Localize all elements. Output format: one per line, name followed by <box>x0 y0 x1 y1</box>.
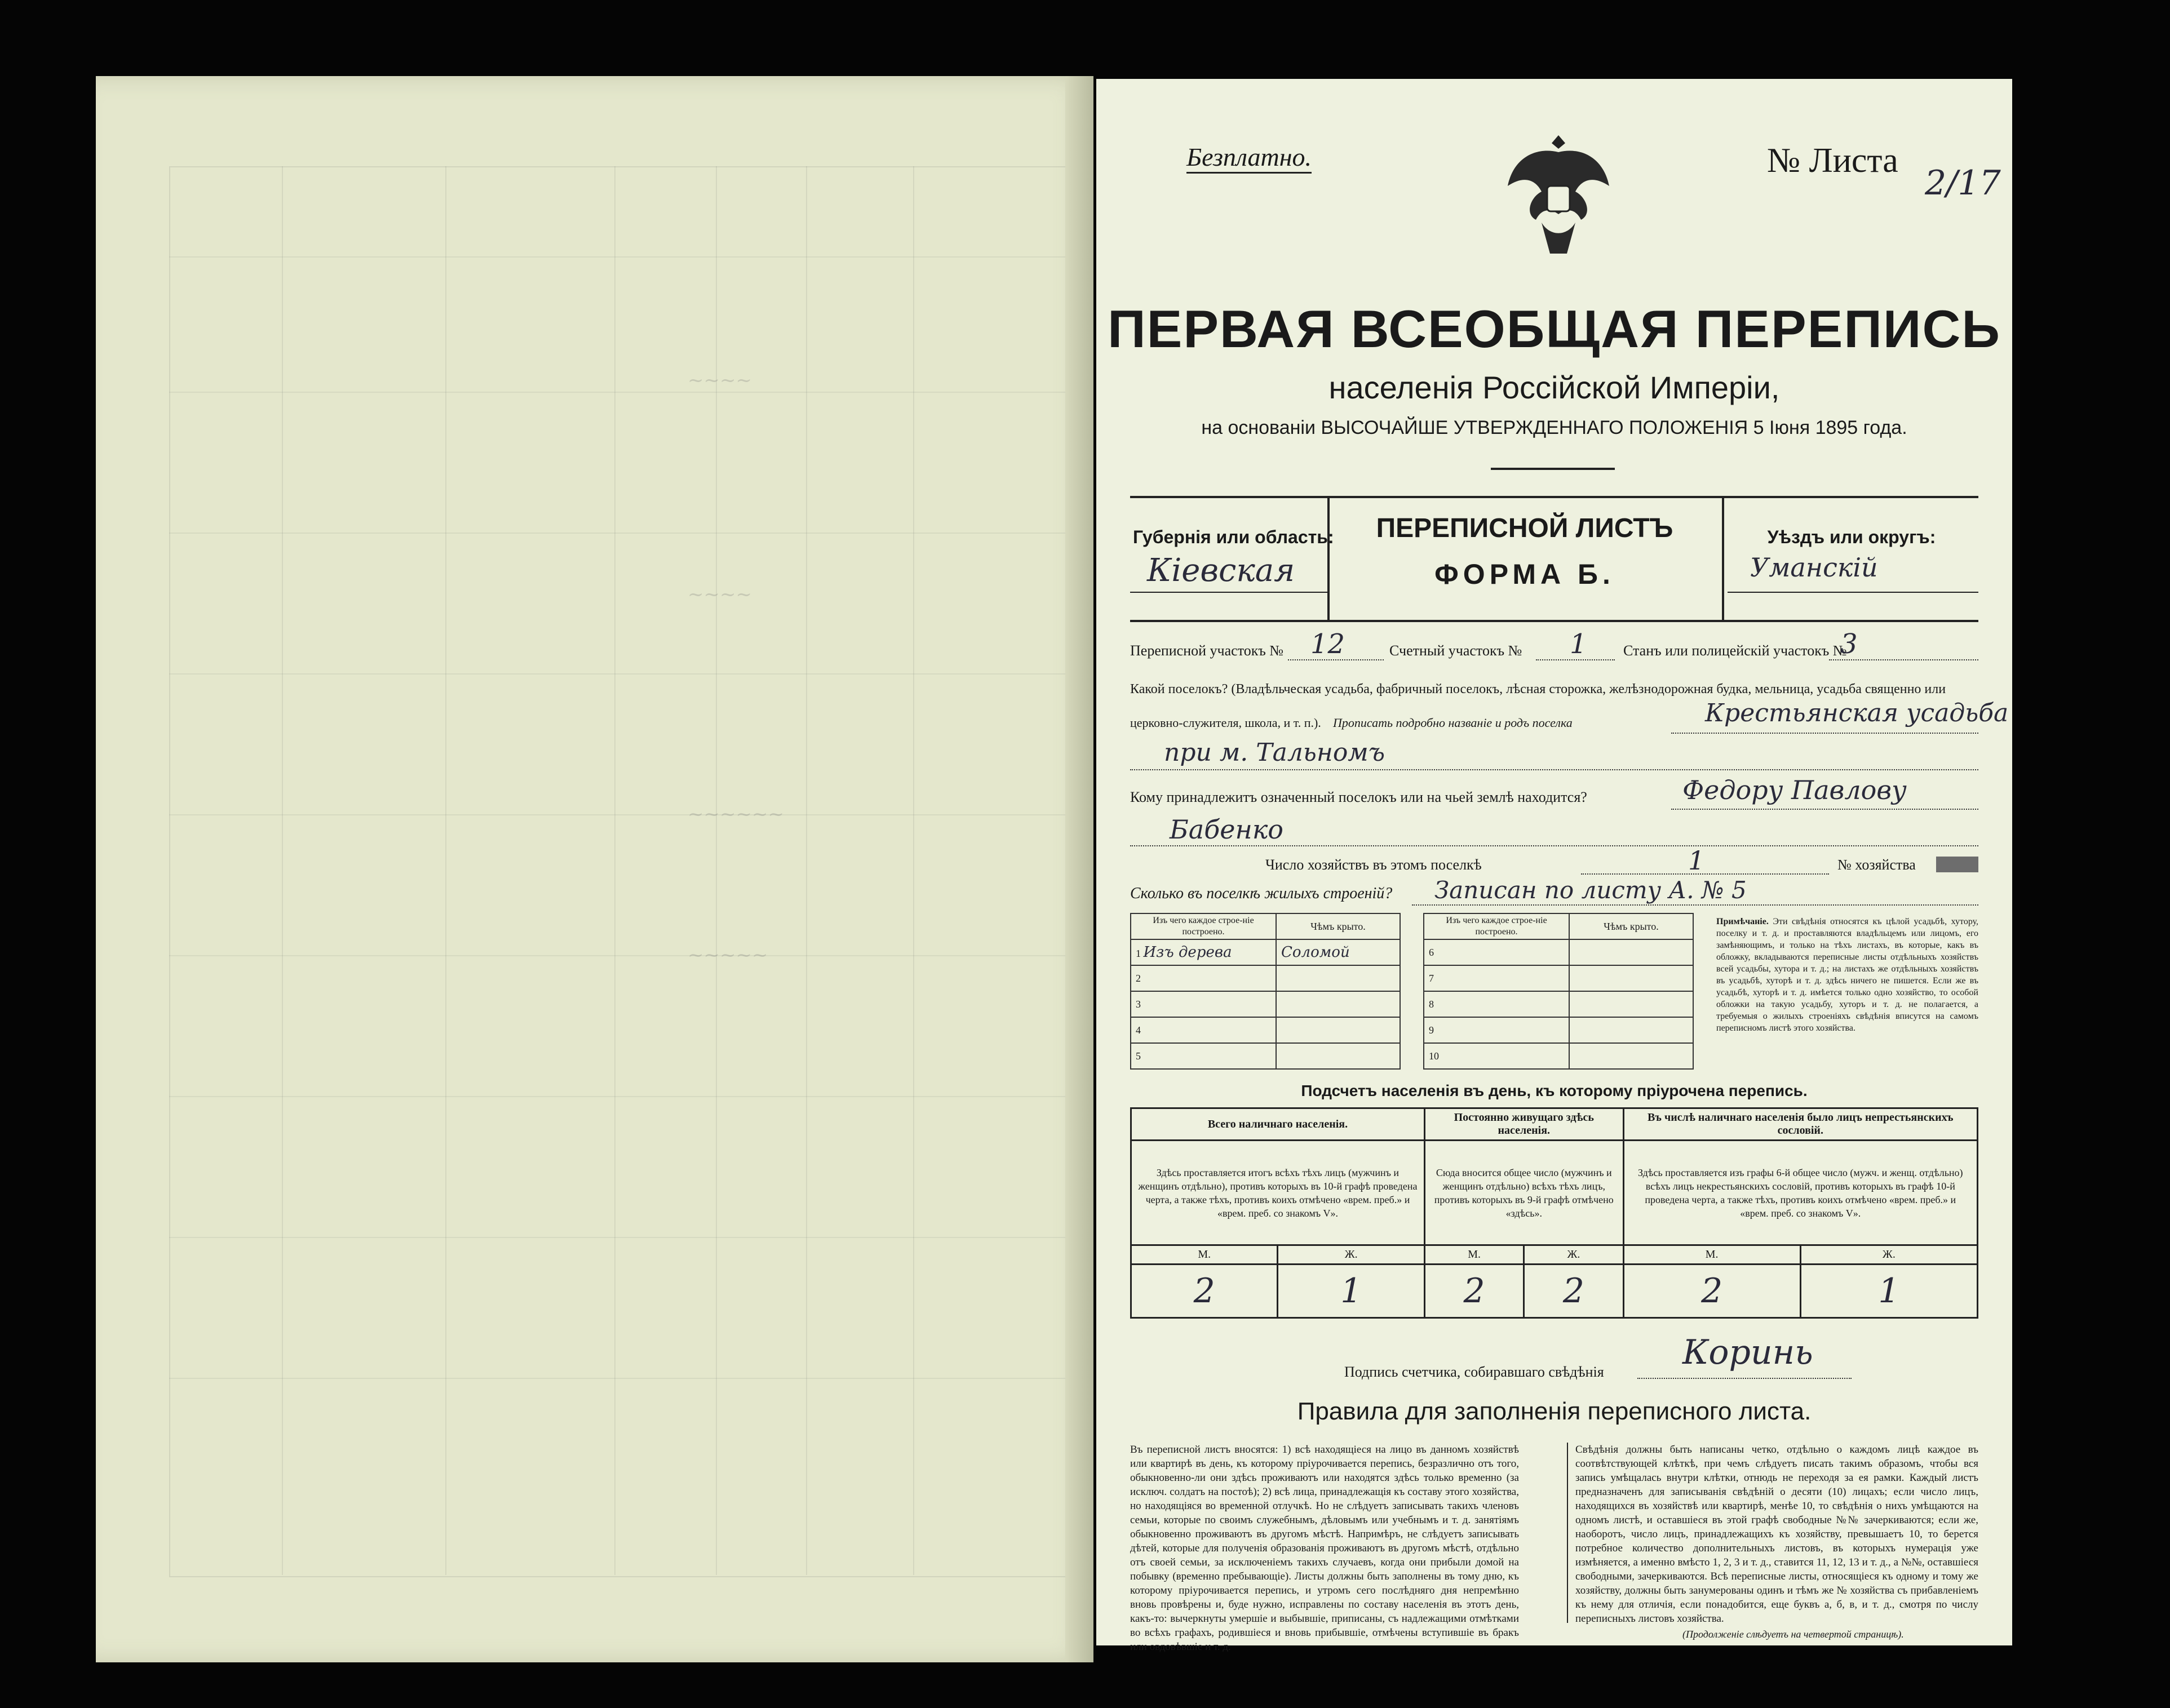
table-row <box>1131 965 1400 991</box>
faded-grid-line <box>913 166 914 1575</box>
district-underline <box>1728 592 1978 593</box>
faded-handwriting: ~~~~~ <box>688 944 768 966</box>
station-value: 3 <box>1840 628 1858 660</box>
female-header: Ж. <box>1800 1245 1977 1265</box>
household-number-redaction <box>1936 857 1978 872</box>
col-built-header: Изъ чего каждое строе-ніе построено. <box>1424 913 1569 939</box>
table-row <box>1131 1017 1400 1043</box>
imperial-eagle-icon <box>1502 124 1615 259</box>
buildings-label: Сколько въ поселкѣ жилыхъ строеній? <box>1130 885 1393 902</box>
roof-value <box>1569 1017 1693 1043</box>
built-value: Изъ дерева <box>1143 944 1232 961</box>
roof-value <box>1569 939 1693 965</box>
population-table <box>1130 1107 1978 1319</box>
page-spine <box>1065 76 1093 1662</box>
population-col3-desc: Здѣсь проставляется изъ графы 6-й общее число (мужч. и женщ. отдѣльно) всѣхъ лицъ некрестьянскихъ сословій, противъ которыхъ въ графѣ 10-й проведена черта, а также тѣхъ, противъ коихъ отмѣчено «врем. преб.» и «врем. преб. со знакомъ V». <box>1623 1141 1977 1245</box>
settlement-question: Какой поселокъ? (Владѣльческая усадьба, фабричный поселокъ, лѣсная сторожка, желѣзнодорожная будка, мельница, усадьба священно или <box>1130 682 1946 696</box>
count-value: 1 <box>1800 1265 1977 1318</box>
table-row <box>1131 1043 1400 1069</box>
form-header-top-rule <box>1130 496 1978 498</box>
population-col3-title: Въ числѣ наличнаго населенія было лицъ непрестьянскихъ сословій. <box>1623 1108 1977 1141</box>
buildings-note <box>1716 916 1978 1034</box>
roof-value <box>1276 1043 1400 1069</box>
row-number: 7 <box>1424 965 1569 991</box>
owner-underline <box>1671 809 1978 810</box>
settlement-value: Крестьянская усадьба <box>1705 699 2009 727</box>
faded-grid-line <box>169 814 1071 815</box>
buildings-table-right <box>1423 913 1694 1070</box>
province-label: Губернія или область: <box>1133 527 1334 547</box>
table-row <box>1424 991 1693 1017</box>
faded-grid-line <box>169 1378 1071 1379</box>
male-header: М. <box>1623 1245 1800 1265</box>
faded-grid-line <box>169 1237 1071 1238</box>
population-col2-desc: Сюда вносится общее число (мужчинъ и женщинъ отдѣльно) всѣхъ тѣхъ лицъ, противъ которыхъ въ 9-й графѣ отмѣчено «здѣсь». <box>1424 1141 1623 1245</box>
buildings-underline <box>1412 904 1978 906</box>
buildings-table-left <box>1130 913 1401 1070</box>
households-label: Число хозяйствъ въ этомъ поселкѣ <box>1265 857 1482 873</box>
signature-label: Подпись счетчика, собиравшаго свѣдѣнія <box>1344 1364 1604 1380</box>
owner-underline-2 <box>1130 845 1978 846</box>
rules-continued: (Продолженіе слѣдуетъ на четвертой страницѣ). <box>1682 1629 1904 1640</box>
household-number-label: № хозяйства <box>1837 857 1916 873</box>
row-number: 1 <box>1136 948 1141 959</box>
table-row <box>1424 939 1693 965</box>
buildings-value: Записан по листу А. № 5 <box>1434 876 1747 904</box>
row-number: 6 <box>1424 939 1569 965</box>
roof-value <box>1276 1017 1400 1043</box>
settlement-underline <box>1671 733 1978 734</box>
province-value: Кіевская <box>1147 552 1295 589</box>
rules-right-column: Свѣдѣнія должны быть написаны четко, отдѣльно о каждомъ лицѣ каждое въ соотвѣтствующей клѣткѣ, при чемъ слѣдуетъ писать такимъ образомъ, чтобы вся запись умѣщалась внутри клѣтки, отнюдь не переходя за ея рамки. Каждый листъ предназначенъ для записыванія свѣдѣній о десяти (10) лицахъ; если число лицъ, находящихся въ хозяйствѣ или квартирѣ, менѣе 10, то свѣдѣнія о нихъ умѣщаются на одномъ листѣ, и оставшіеся въ этой графѣ свободные №№ зачеркиваются; если же, наоборотъ, число лицъ, принадлежащихъ къ хозяйству, превышаетъ 10, то берется потребное количество дополнительныхъ листовъ, въ которыхъ нумерація уже измѣняется, а именно вмѣсто 1, 2, 3 и т. д., ставится 11, 12, 13 и т. д., а №№, оставшіеся свободными, зачеркиваются. Всѣ переписные листы, относящіеся къ одному и тому же хозяйству, должны быть занумерованы одинъ и тѣмъ же № хозяйства съ прибавленіемъ къ нему для отличія, если понадобится, еще буквъ а, б, в, и т. д., смотря по числу переписныхъ листовъ хозяйства. <box>1575 1444 1978 1625</box>
row-number: 10 <box>1424 1043 1569 1069</box>
district-label: Уѣздъ или округъ: <box>1767 527 1936 547</box>
faded-grid-line <box>806 166 807 1575</box>
faded-grid-line <box>169 955 1071 956</box>
female-header: Ж. <box>1524 1245 1623 1265</box>
station-label: Станъ или полицейскій участокъ № <box>1623 642 1847 659</box>
page-title: ПЕРВАЯ ВСЕОБЩАЯ ПЕРЕПИСЬ <box>1108 299 2001 358</box>
count-value: 2 <box>1424 1265 1524 1318</box>
households-value: 1 <box>1688 845 1705 876</box>
count-value: 2 <box>1131 1265 1278 1318</box>
left-page <box>96 76 1093 1662</box>
census-district-value: 12 <box>1310 628 1345 660</box>
faded-grid-line <box>282 166 283 1575</box>
col-built-header: Изъ чего каждое строе-ніе построено. <box>1131 913 1276 939</box>
population-col1-desc: Здѣсь проставляется итогъ всѣхъ тѣхъ лицъ (мужчинъ и женщинъ отдѣльно), противъ которыхъ въ 10-й графѣ проведена черта, а также тѣхъ, противъ коихъ отмѣчено «врем. преб.» и «врем. преб. со знакомъ V». <box>1131 1141 1425 1245</box>
form-name: ФОРМА Б. <box>1434 558 1615 590</box>
census-district-label: Переписной участокъ № <box>1130 642 1284 659</box>
settlement-underline-2 <box>1130 769 1978 770</box>
faded-grid-line <box>169 533 1071 534</box>
female-header: Ж. <box>1278 1245 1425 1265</box>
table-row <box>1424 1043 1693 1069</box>
roof-value <box>1569 1043 1693 1069</box>
row-number: 3 <box>1131 991 1276 1017</box>
sheet-number-label: № Листа <box>1767 141 1898 180</box>
roof-value <box>1276 991 1400 1017</box>
count-value: 1 <box>1278 1265 1425 1318</box>
population-col2-title: Постоянно живущаго здѣсь населенія. <box>1424 1108 1623 1141</box>
signature-underline <box>1637 1378 1852 1379</box>
roof-value <box>1569 991 1693 1017</box>
row-number: 8 <box>1424 991 1569 1017</box>
col-roof-header: Чѣмъ крыто. <box>1569 913 1693 939</box>
male-header: М. <box>1131 1245 1278 1265</box>
station-underline <box>1829 659 1978 660</box>
col-roof-header: Чѣмъ крыто. <box>1276 913 1400 939</box>
page-subtitle: населенія Россійской Имперіи, <box>1328 370 1780 405</box>
census-district-underline <box>1288 659 1384 660</box>
faded-grid-line <box>445 166 446 1575</box>
row-number: 2 <box>1131 965 1276 991</box>
table-row <box>1424 1017 1693 1043</box>
faded-grid <box>169 166 1073 1577</box>
male-header: М. <box>1424 1245 1524 1265</box>
rules-left-column: Въ переписной листъ вносятся: 1) всѣ находящіеся на лицо въ данномъ хозяйствѣ или квартирѣ въ день, къ которому пріурочивается перепись, безразлично отъ того, обыкновенно-ли они здѣсь проживаютъ или находятся здѣсь только временно (за исключ. солдатъ на постоѣ); 2) всѣ лица, принадлежащія къ составу этого хозяйства, но находящіяся во временной отлучкѣ. Но не слѣдуетъ записывать такихъ членовъ семьи, которые по своимъ служебнымъ, дѣловымъ или учебнымъ и т. д. занятіямъ обыкновенно проживаютъ въ другомъ мѣстѣ. Напримѣръ, не слѣдуетъ записывать дѣтей, которые для полученія образованія проживаютъ въ другомъ мѣстѣ, отдѣльно отъ своей семьи, за исключеніемъ такихъ случаевъ, когда они прибыли домой на побывку (временно пребывающіе). Листы должны быть заполнены въ тому дню, къ которому пріурочивается перепись, и утромъ сего послѣдняго дня непремѣнно вновь провѣрены и, буде нужно, исправлены по составу населенія въ этотъ день, какъ-то: вычеркнуты умершіе и выбывшіе, приписаны, съ надлежащими отмѣтками во всѣхъ графахъ, родившіеся и вновь прибывшіе, отмѣчены вступившіе въ бракъ или овдовѣвшіе и т. д. <box>1130 1444 1519 1653</box>
counting-district-underline <box>1536 659 1615 660</box>
district-value: Уманскій <box>1750 552 1878 583</box>
faded-grid-line <box>614 166 615 1575</box>
faded-handwriting: ~~~~~~ <box>688 803 784 826</box>
count-value: 2 <box>1623 1265 1800 1318</box>
settlement-value-line2: при м. Тальномъ <box>1164 738 1385 767</box>
roof-value: Соломой <box>1276 939 1400 965</box>
row-number: 4 <box>1131 1017 1276 1043</box>
owner-value-line2: Бабенко <box>1170 814 1283 845</box>
right-page <box>1096 79 2012 1653</box>
table-row <box>1131 939 1400 965</box>
faded-handwriting: ~~~~ <box>688 369 752 392</box>
form-header-divider <box>1722 496 1724 620</box>
note-title: Примѣчаніе. <box>1716 917 1769 926</box>
owner-question: Кому принадлежитъ означенный поселокъ или на чьей землѣ находится? <box>1130 789 1587 805</box>
roof-value <box>1276 965 1400 991</box>
faded-grid-line <box>169 1096 1071 1097</box>
sheet-number-value: 2/17 <box>1925 163 2001 203</box>
row-number: 9 <box>1424 1017 1569 1043</box>
built-cell <box>1131 939 1276 965</box>
faded-handwriting: ~~~~ <box>688 583 752 606</box>
province-underline <box>1130 592 1327 593</box>
owner-value: Федору Павлову <box>1682 775 1907 805</box>
population-col1-title: Всего наличнаго населенія. <box>1131 1108 1425 1141</box>
count-value: 2 <box>1524 1265 1623 1318</box>
faded-grid-line <box>169 673 1071 675</box>
note-text: Эти свѣдѣнія относятся къ цѣлой усадьбѣ, хутору, поселку и т. д. и проставляются владѣльцемъ или лицомъ, его замѣняющимъ, и только на тѣхъ листахъ, въ которые, какъ въ обложку, вкладываются переписные листы отдѣльныхъ хозяйствъ всей усадьбы, хутора и т. д.; на листахъ же отдѣльныхъ хозяйствъ въ усадьбѣ, хуторѣ и т. д. здѣсь ничего не пишется. Если же въ усадьбѣ, хуторѣ и т. д. имѣется только одно хозяйство, то особой обложки на такую усадьбу, хуторъ и т. д. не полагается, а требуемыя о жилыхъ строеніяхъ свѣдѣнія вписутся на самомъ переписномъ листѣ этого хозяйства. <box>1716 917 1979 1033</box>
form-header-bottom-rule <box>1130 620 1978 622</box>
basis-text: на основаніи ВЫСОЧАЙШЕ УТВЕРЖДЕННАГО ПОЛОЖЕНІЯ 5 Іюня 1895 года. <box>1201 417 1907 438</box>
sheet-title: ПЕРЕПИСНОЙ ЛИСТЪ <box>1376 513 1673 543</box>
counting-district-label: Счетный участокъ № <box>1389 642 1522 659</box>
rules-title: Правила для заполненія переписного листа. <box>1297 1398 1812 1425</box>
signature-value: Коринь <box>1682 1333 1813 1372</box>
households-underline <box>1581 873 1829 875</box>
settlement-question-cont: церковно-служителя, школа, и т. п.). <box>1130 716 1321 730</box>
settlement-note: Прописать подробно названіе и родъ поселка <box>1333 716 1573 730</box>
rules-divider <box>1567 1443 1568 1623</box>
table-row <box>1424 965 1693 991</box>
population-title: Подсчетъ населенія въ день, къ которому пріурочена перепись. <box>1301 1082 1808 1099</box>
table-row <box>1131 991 1400 1017</box>
faded-grid-line <box>169 256 1071 258</box>
faded-grid-line <box>169 392 1071 393</box>
roof-value <box>1569 965 1693 991</box>
row-number: 5 <box>1131 1043 1276 1069</box>
divider <box>1491 468 1615 470</box>
counting-district-value: 1 <box>1570 628 1587 660</box>
free-label: Безплатно. <box>1186 142 1312 174</box>
